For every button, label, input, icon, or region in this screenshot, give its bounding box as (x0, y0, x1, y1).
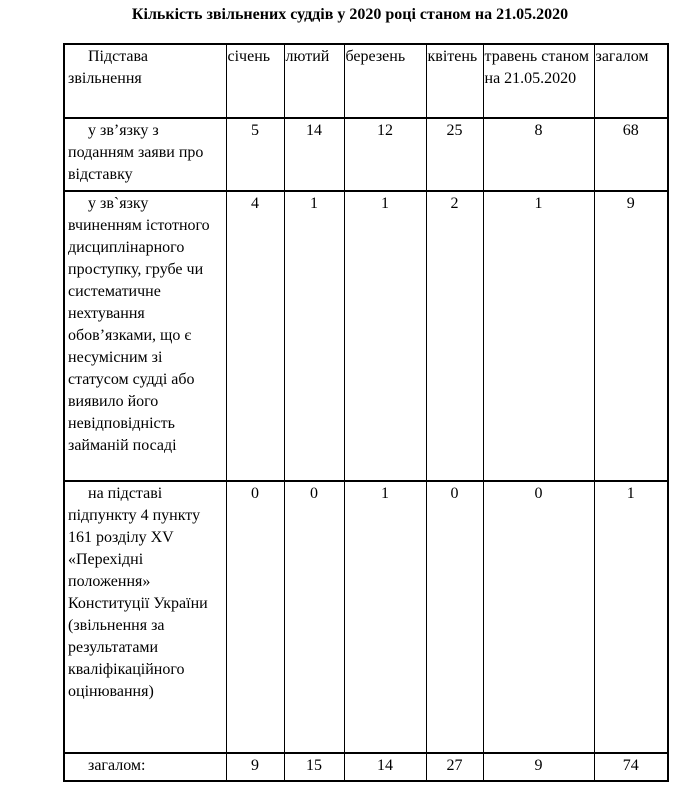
value-cell-may: 8 (483, 118, 594, 191)
column-header-reason: Підстава звільнення (64, 44, 226, 118)
column-header-total: загалом (594, 44, 668, 118)
table-header-row (64, 44, 668, 118)
value-cell-total: 68 (594, 118, 668, 191)
reason-cell: у зв`язку вчиненням істотного дисциплінарного проступку, грубе чи систематичне нехтування обов’язками, що є несумісним зі статусом судді або виявило його невідповідність займаній посаді (64, 191, 226, 481)
value-cell-january: 9 (226, 753, 284, 781)
value-cell-april: 0 (426, 481, 483, 753)
value-cell-march: 12 (344, 118, 426, 191)
value-cell-may: 1 (483, 191, 594, 481)
value-cell-february: 1 (284, 191, 344, 481)
reason-cell: на підставі підпункту 4 пункту 161 розділу XV «Перехідні положення» Конституції України (звільнення за результатами кваліфікаційного оцінювання) (64, 481, 226, 753)
table-row-disciplinary (64, 191, 668, 481)
reason-cell: у зв’язку з поданням заяви про відставку (64, 118, 226, 191)
page-title: Кількість звільнених суддів у 2020 році станом на 21.05.2020 (131, 6, 569, 23)
value-cell-april: 27 (426, 753, 483, 781)
value-cell-april: 25 (426, 118, 483, 191)
value-cell-february: 0 (284, 481, 344, 753)
value-cell-february: 14 (284, 118, 344, 191)
value-cell-may: 9 (483, 753, 594, 781)
column-header-january: січень (226, 44, 284, 118)
value-cell-march: 14 (344, 753, 426, 781)
value-cell-april: 2 (426, 191, 483, 481)
table-row-constitution (64, 481, 668, 753)
table-row-resignation (64, 118, 668, 191)
column-header-february: лютий (284, 44, 344, 118)
value-cell-march: 1 (344, 481, 426, 753)
table-row-total (64, 753, 668, 781)
value-cell-march: 1 (344, 191, 426, 481)
dismissed-judges-table (63, 43, 669, 782)
value-cell-january: 4 (226, 191, 284, 481)
value-cell-january: 0 (226, 481, 284, 753)
value-cell-total: 74 (594, 753, 668, 781)
column-header-may: травень станом на 21.05.2020 (483, 44, 594, 118)
value-cell-may: 0 (483, 481, 594, 753)
reason-cell: загалом: (64, 753, 226, 781)
column-header-april: квітень (426, 44, 483, 118)
value-cell-total: 9 (594, 191, 668, 481)
value-cell-february: 15 (284, 753, 344, 781)
column-header-march: березень (344, 44, 426, 118)
value-cell-total: 1 (594, 481, 668, 753)
value-cell-january: 5 (226, 118, 284, 191)
